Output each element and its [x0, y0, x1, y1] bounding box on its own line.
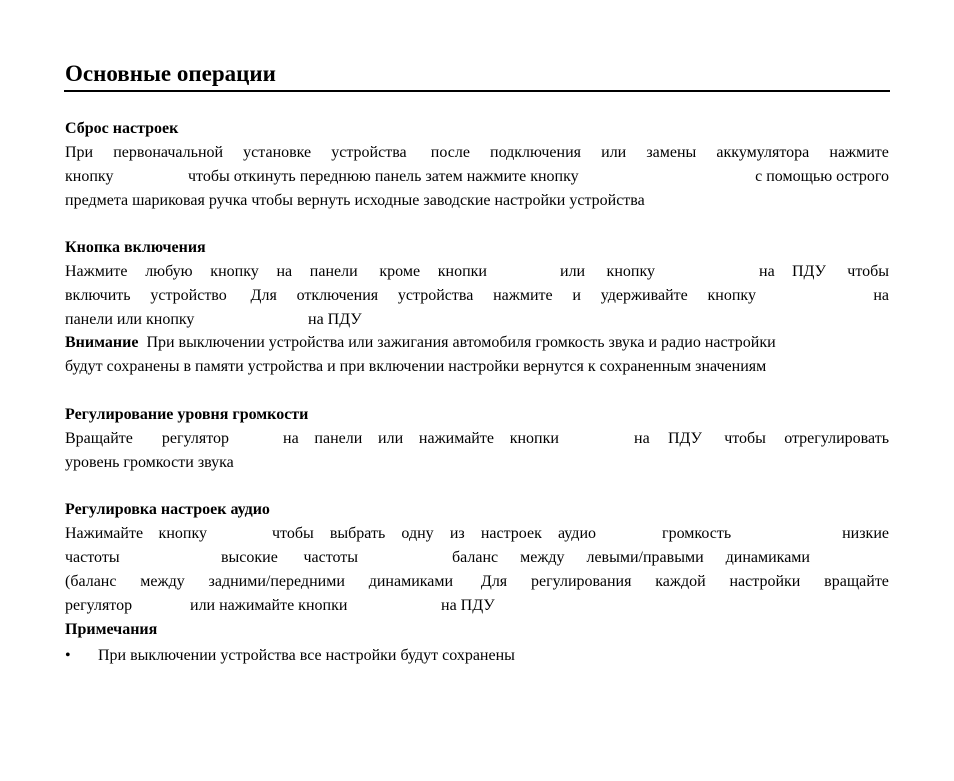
reset-text-line-3: предмета шариковая ручка чтобы вернуть исходные заводские настройки устройства: [65, 192, 645, 209]
reset-text-line-2: кнопку чтобы откинуть переднюю панель затем нажмите кнопку с помощью острого: [65, 168, 889, 185]
power-text-line-2: включить устройство Для отключения устройства нажмите и удерживайте кнопку на: [65, 287, 889, 304]
audio-text-line-4: регулятор или нажимайте кнопки на ПДУ: [65, 597, 495, 614]
note-item: При выключении устройства все настройки будут сохранены: [98, 647, 515, 664]
audio-text-line-3: (баланс между задними/передними динамиками Для регулирования каждой настройки вращайте: [65, 573, 889, 590]
attention-line-1: Внимание При выключении устройства или зажигания автомобиля громкость звука и радио настройки: [65, 334, 776, 351]
power-text-line-1: Нажмите любую кнопку на панели кроме кнопки или кнопку на ПДУ чтобы: [65, 263, 889, 280]
audio-heading: Регулировка настроек аудио: [65, 501, 270, 518]
audio-text-line-1: Нажимайте кнопку чтобы выбрать одну из настроек аудио громкость низкие: [65, 525, 889, 542]
attention-label: Внимание: [65, 334, 139, 351]
volume-text-line-2: уровень громкости звука: [65, 454, 234, 471]
volume-text-line-1: Вращайте регулятор на панели или нажимайте кнопки на ПДУ чтобы отрегулировать: [65, 430, 889, 447]
notes-heading: Примечания: [65, 621, 158, 638]
reset-text-line-1: При первоначальной установке устройства после подключения или замены аккумулятора нажмите: [65, 144, 889, 161]
page-title: Основные операции: [65, 61, 276, 86]
bullet-icon: •: [65, 647, 71, 664]
reset-heading: Сброс настроек: [65, 120, 179, 137]
volume-heading: Регулирование уровня громкости: [65, 406, 309, 423]
audio-text-line-2: частоты высокие частоты баланс между левыми/правыми динамиками: [65, 549, 810, 566]
power-text-line-3: панели или кнопку на ПДУ: [65, 311, 362, 328]
power-heading: Кнопка включения: [65, 239, 206, 256]
attention-line-2: будут сохранены в памяти устройства и при включении настройки вернутся к сохраненным значениям: [65, 358, 767, 375]
title-underline: [64, 90, 890, 92]
